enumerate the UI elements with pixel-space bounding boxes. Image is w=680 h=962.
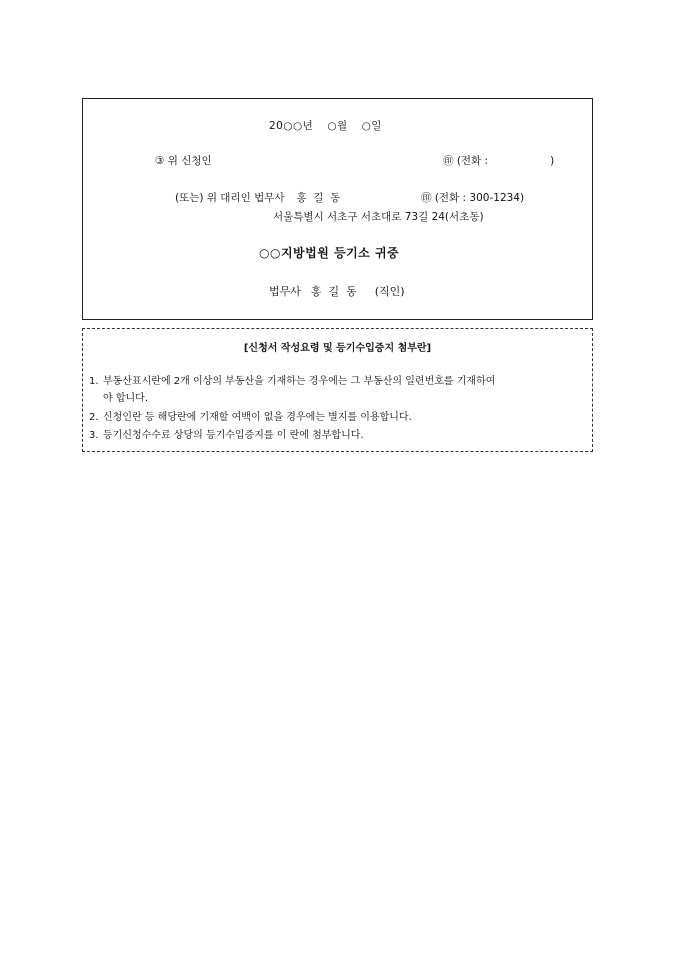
agent-line: [175, 191, 340, 205]
note-number: 2.: [89, 412, 99, 423]
applicant-phone-close: ): [550, 155, 555, 167]
note-text: 부동산표시란에 2개 이상의 부동산을 기재하는 경우에는 그 부동산의 일련번호를 기재하여: [103, 376, 496, 387]
note-number: 1.: [89, 376, 99, 387]
applicant-seal-phone: ㊞ (전화 :: [443, 155, 489, 167]
signer-name: 홍 길 동: [310, 285, 357, 298]
date-day: ○일: [361, 120, 382, 132]
note-text: 신청인란 등 해당란에 기재할 여백이 없을 경우에는 별지를 이용합니다.: [103, 412, 412, 423]
notes-box: [82, 328, 593, 452]
signer-line: [269, 285, 405, 299]
note-item-3: [89, 427, 587, 444]
note-item-1-continuation: 야 합니다.: [103, 393, 148, 404]
notes-title: [신청서 작성요령 및 등기수입증지 첨부란]: [243, 343, 432, 354]
registry-office: ○○지방법원 등기소 귀중: [259, 246, 400, 260]
agent-phone: ㊞ (전화 : 300-1234): [421, 192, 525, 204]
date-month: ○월: [327, 120, 348, 132]
note-number: 3.: [89, 430, 99, 441]
date-year: 20○○년: [269, 120, 314, 132]
note-item-2: [89, 409, 587, 426]
date-line: [269, 119, 382, 133]
applicant-phone: [443, 154, 554, 168]
signer-title: 법무사: [269, 285, 301, 298]
signature-box: [82, 98, 593, 320]
agent-address: 서울특별시 서초구 서초대로 73길 24(서초동): [273, 211, 484, 223]
agent-label: (또는) 위 대리인 법무사: [175, 192, 285, 204]
agent-name: 홍 길 동: [296, 192, 341, 204]
applicant-label: ③ 위 신청인: [155, 155, 212, 167]
signer-seal-note: (직인): [374, 285, 405, 298]
note-item-1: [89, 373, 587, 390]
note-text: 등기신청수수료 상당의 등기수입증지를 이 란에 첨부합니다.: [103, 430, 364, 441]
